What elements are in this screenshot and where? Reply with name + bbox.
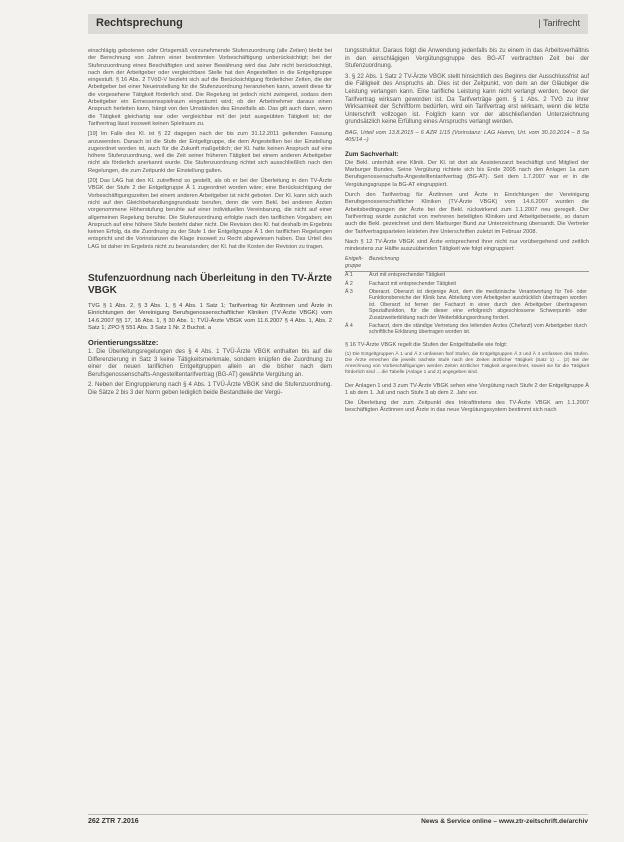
- right-column: [345, 48, 589, 418]
- facts-paragraph-2: Durch den Tarifvertrag für Ärztinnen und Ärzte in Einrichtungen der Vereinigung Berufsgenossenschaftlicher Kliniken (TV-Ärzte VBGK) vom 14.6.2007 wurden die Arbeitsbedingungen der Ärzte bei der Bekl. rückwirkend zum 1.1.2007 neu geregelt. Der Tarifvertrag wurde zunächst von mehreren beteiligten Kliniken und Arbeitgeberseite, so darum auch die Bekl. gezeichnet und dem Marburger Bund zur Unterzeichnung übersandt. Die Vertreter der Tarifvertragsparteien leisteten ihre Unterschriften zuletzt im Februar 2008.: [345, 192, 589, 235]
- pay-group-table: [345, 256, 589, 337]
- facts-heading: Zum Sachverhalt:: [345, 150, 399, 158]
- left-paragraph-3: [20] Das LAG hat den Kl. zutreffend so gestellt, als ob er bei der Überleitung in den TV-Ärzte VBGK der Stufe 2 der Entgeltgruppe Ä 1 zugeordnet worden wäre; eine Berücksichtigung der Vorbeschäftigungszeiten bei einem anderen Arbeitgeber ist nicht geboten. Der Kl. kann sich auch nicht auf den Gleichbehandlungsgrundsatz berufen, denn die vom Bekl. bei anderen Ärzten vorgenommene Höherstufung beruhte auf einer individuellen Vereinbarung, die nicht auf einer allgemeinen Regelung beruhte. Die Stufenzuordnung erfolgte nach den tariflichen Vorgaben; ein Anspruch auf eine höhere Stufe besteht daher nicht. Die Revision des Kl. hat deshalb im Ergebnis keinen Erfolg, da die Zuordnung zu der Stufe 1 der Entgeltgruppe Ä 1 den tariflichen Regelungen entspricht und die Vorinstanzen die Klage insoweit zu Recht abgewiesen haben. Das Urteil des LAG ist daher im Ergebnis nicht zu beanstanden; der Kl. hat die Kosten der Revision zu tragen.: [88, 178, 332, 250]
- table-header-cell: Bezeichnung: [369, 256, 589, 271]
- table-row: [345, 281, 589, 289]
- legal-citation: TVG § 1 Abs. 2, § 3 Abs. 1, § 4 Abs. 1 Satz 1; Tarifvertrag für Ärztinnen und Ärzte in Einrichtungen der Vereinigung Berufsgenossenschaftlicher Kliniken (TV-Ärzte VBGK) vom 14.6.2007 §§ 17, 16 Abs. 1, § 30 Abs. 1; TVÜ-Ärzte VBGK vom 11.6.2007 § 4 Abs. 1, Abs. 2 Satz 1; ZPO § 551 Abs. 3 Satz 1 Nr. 2 Buchst. a: [88, 303, 332, 332]
- right-paragraph-2: 3. § 22 Abs. 1 Satz 2 TV-Ärzte VBGK stellt hinsichtlich des Beginns der Ausschlussfrist auf die Fälligkeit des Anspruchs ab. Dies ist der Zeitpunkt, von dem an der Gläubiger die Leistung verlangen kann. Eine tarifliche Leistung kann nicht verlangt werden, bevor der Tarifvertrag wirksam geworden ist. Da Tarifverträge gem. § 1 Abs. 2 TVG zu ihrer Wirksamkeit der Schriftform bedürfen, wird ein Tarifvertrag erst wirksam, wenn die letzte Unterschrift vollzogen ist. Folglich kann vor der abschließenden Unterzeichnung grundsätzlich keine Erfüllung eines Anspruchs verlangt werden.: [345, 73, 589, 126]
- running-header: [88, 14, 588, 34]
- facts-paragraph-1: Die Bekl. unterhält eine Klinik. Der Kl. ist dort als Assistenzarzt beschäftigt und Mitglied der Marburger Bundes. Seine Vergütung richtete sich bis Ende 2005 nach den Anlagen 1a zum Berufsgenossenschafts-Angestelltentarifvertrag (BG-AT). Seit dem 1.7.2007 war er in die Vergütungsgruppe Ia BG-AT eingruppiert.: [345, 159, 589, 188]
- quoted-provision: (1) Die Entgeltgruppen Ä 1 und Ä 2 umfassen fünf Stufen, die Entgeltgruppen Ä 3 und Ä 4 umfassen drei Stufen. Die Ärzte erreichen die jeweils nächste Stufe nach den Zeiten ärztlicher Tätigkeit (Satz 1) ... (2) Bei der Anrechnung von Vorbeschäftigungen werden Zeiten ärztlicher Tätigkeit angerechnet, soweit sie für die Tätigkeit förderlich sind ... die Tabelle (Anlage 1 und 2) angegeben sind.: [345, 352, 589, 376]
- table-cell-description: Facharzt, dem die ständige Vertretung des leitenden Arztes (Chefarzt) vom Arbeitgeber durch schriftliche Erklärung übertragen worden ist.: [369, 323, 587, 336]
- table-cell-group: Ä 1: [345, 272, 353, 279]
- left-paragraph-2: [19] Im Falle des Kl. ist § 22 dagegen nach der bis zum 31.12.2011 geltenden Fassung anzuwenden. Danach ist die Stufe der Entgeltgruppe, die dem Angestellten bei der Einstellung zugeordnet worden ist, auch für die Zukunft maßgeblich; der Kl. hatte keinen Anspruch auf eine höhere Stufenzuordnung, weil die Zeit seiner früheren Tätigkeit bei einem anderen Arbeitgeber nicht als förderlich anerkannt wurde. Die Stufenzuordnung richtet sich ausschließlich nach den Regelungen, die zum Zeitpunkt der Einstellung galten.: [88, 131, 332, 174]
- table-header-row: [345, 256, 589, 271]
- table-cell-group: Ä 4: [345, 323, 353, 330]
- left-paragraph-1: einschlägig gebotenen oder Ortsgemäß vorzunehmende Stufenzuordnung (alle Zeiten) bleibt bei der Berechnung von Jahren einer bestimmten Vorbeschäftigung unberücksichtigt; bei der Stufenzuordnung eines Beschäftigten und seiner Bewährung wird das Jahr nicht berücksichtigt, nach dem der Arbeitgeber oder vergleichbare Stelle hat den Angestellten in die Entgeltgruppe eingestuft. § 16 Abs. 2 TVöD-V bezieht sich auf die Berücksichtigung förderlicher Zeiten, die der Arbeitgeber bei einer Neueinstellung für die Stufenzuordnung heranziehen kann, soweit diese für die vorgesehene Tätigkeit förderlich sind. Die Regelung ist jedoch nicht zwingend, sodass dem Arbeitgeber ein Ermessensspielraum eingeräumt wird; ob der Arbeitnehmer daraus einen Anspruch herleiten kann, hängt von den Umständen des Einzelfalls ab. Das gilt auch dann, wenn die Tätigkeit gleichartig war oder vergleichbar mit der jetzt ausgeübten Tätigkeit ist; der Tarifvertrag lässt insoweit keinen Spielraum zu.: [88, 48, 332, 127]
- orientation-heading: Orientierungssätze:: [88, 337, 159, 347]
- footer-divider: [88, 814, 588, 815]
- footer-page-number: 262 ZTR 7.2016: [88, 818, 139, 825]
- right-paragraph-1: tungsstruktur. Daraus folgt die Anwendung jedenfalls bis zu einem in das Arbeitsverhältnis in den einschlägigen Vergütungsgruppe des BG-AT verbrachten Zeit bei der Stufenzuordnung.: [345, 48, 589, 70]
- left-column: [88, 48, 332, 401]
- facts-paragraph-7: Die Überleitung der zum Zeitpunkt des Inkrafttretens des TV-Ärzte VBGK am 1.1.2007 beschäftigten Ärztinnen und Ärzte in das neue Vergütungssystem bestimmt sich nach: [345, 400, 589, 414]
- table-cell-group: Ä 3: [345, 289, 353, 296]
- header-category: | Tarifrecht: [538, 18, 580, 28]
- table-cell-description: Oberarzt. Oberarzt ist derjenige Arzt, dem die medizinische Verantwortung für Teil- oder Funktionsbereiche der Klinik bzw. Abteilung vom Arbeitgeber ausdrücklich übertragen worden ist. Oberarzt ist ferner der Facharzt in einer durch den Arbeitgeber übertragenen Spezialfunktion, für die dieser eine erfolgreich abgeschlossene Schwerpunkt- oder Zusatzweiterbildung nach der Weiterbildungsordnung fordert.: [369, 289, 587, 321]
- table-cell-description: Facharzt mit entsprechender Tätigkeit: [369, 280, 456, 287]
- article-heading: Stufenzuordnung nach Überleitung in den TV-Ärzte VBGK: [88, 273, 332, 297]
- decision-citation: BAG, Urteil vom 13.8.2015 – 6 AZR 1/15 (Vorinstanz: LAG Hamm, Urt. vom 30.10.2014 – 8 Sa 405/14 –): [345, 129, 589, 144]
- facts-paragraph-6: Der Anlagen 1 und 3 zum TV-Ärzte VBGK sehen eine Vergütung nach Stufe 2 der Entgeltgruppe Ä 1 ab dem 1. Juli und nach Stufe 3 ab dem 2. Jahr vor.: [345, 382, 589, 396]
- table-header-cell: Entgelt-gruppe: [345, 256, 369, 271]
- table-row: [345, 289, 589, 323]
- table-cell-group: Ä 2: [345, 280, 353, 287]
- facts-paragraph-3: Nach § 12 TV-Ärzte VBGK sind Ärzte entsprechend ihrer nicht nur vorübergehend und zeitlich mindestens zur Hälfte auszuübenden Tätigkeit wie folgt eingruppiert:: [345, 238, 589, 253]
- footer-archive-link[interactable]: News & Service online – www.ztr-zeitschrift.de/archiv: [421, 818, 588, 825]
- facts-paragraph-4: § 16 TV-Ärzte VBGK regelt die Stufen der Entgelttabelle wie folgt:: [345, 341, 508, 348]
- table-row: [345, 272, 589, 281]
- orientation-point-2: 2. Neben der Eingruppierung nach § 4 Abs. 1 TVÜ-Ärzte VBGK sind die Stufenzuordnung. Die Sätze 2 bis 3 der Norm geben lediglich beide Bestandteile der Vergü-: [88, 382, 332, 396]
- table-cell-description: Arzt mit entsprechender Tätigkeit: [369, 272, 446, 279]
- orientation-point-1: 1. Die Überleitungsregelungen des § 4 Abs. 1 TVÜ-Ärzte VBGK enthalten bis auf die Differenzierung in Satz 3 keine Tätigkeitsmerkmale, sondern knüpfen die Zuordnung zu einer der neuen tariflichen Entgeltgruppen allein an die bisher nach dem Berufsgenossenschafts-Angestelltentarifvertrag (BG-AT) gewährte Vergütung an.: [88, 348, 332, 378]
- table-row: [345, 323, 589, 338]
- header-section: Rechtsprechung: [96, 17, 183, 29]
